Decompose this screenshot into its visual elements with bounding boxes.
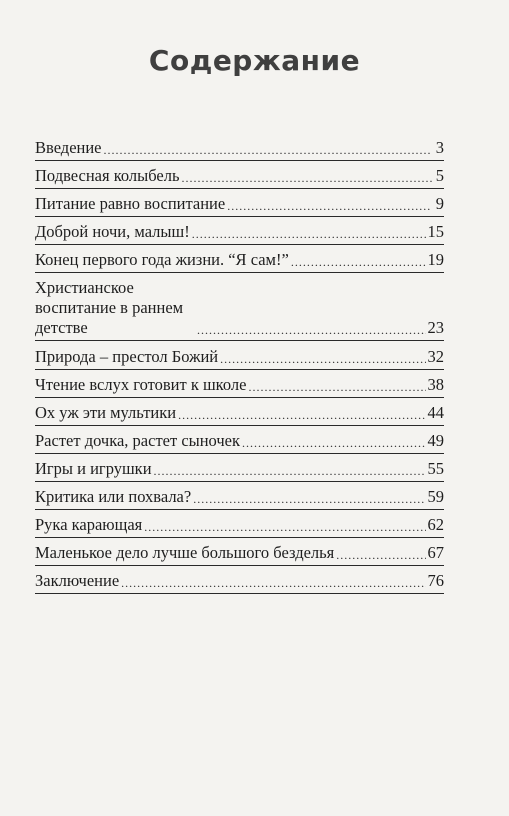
toc-entry[interactable]	[35, 278, 444, 341]
toc-entry-page: 59	[427, 487, 444, 506]
toc-entry-title: Игры и игрушки	[35, 459, 152, 478]
toc-entry[interactable]	[35, 459, 444, 482]
table-of-contents	[35, 138, 444, 599]
toc-entry-title: Конец первого года жизни. “Я сам!”	[35, 250, 289, 269]
toc-entry[interactable]	[35, 515, 444, 538]
toc-entry-title: Природа – престол Божий	[35, 347, 219, 366]
toc-entry-title: Заключение	[35, 571, 120, 590]
toc-entry-page: 49	[427, 431, 444, 450]
toc-entry-page: 44	[427, 403, 444, 422]
dot-leader	[220, 351, 425, 367]
toc-entry-title: Маленькое дело лучше большого безделья	[35, 543, 335, 562]
toc-entry[interactable]	[35, 431, 444, 454]
toc-entry-title: Христианское воспитание в раннем детстве	[35, 278, 184, 337]
dot-leader	[242, 435, 425, 451]
toc-entry-title: Ох уж эти мультики	[35, 403, 177, 422]
toc-entry-page: 62	[427, 515, 444, 534]
toc-entry[interactable]	[35, 543, 444, 566]
toc-entry-title: Введение	[35, 138, 102, 157]
dot-leader	[154, 463, 426, 479]
toc-entry[interactable]	[35, 166, 444, 189]
toc-entry[interactable]	[35, 138, 444, 161]
toc-entry-title: Рука карающая	[35, 515, 143, 534]
toc-entry-title: Питание равно воспитание	[35, 194, 226, 213]
toc-entry[interactable]	[35, 375, 444, 398]
toc-entry-page: 15	[427, 222, 444, 241]
dot-leader	[144, 519, 425, 535]
dot-leader	[178, 407, 425, 423]
toc-entry[interactable]	[35, 194, 444, 217]
toc-entry-page: 19	[427, 250, 444, 269]
toc-entry-title: Чтение вслух готовит к школе	[35, 375, 247, 394]
toc-entry-title: Подвесная колыбель	[35, 166, 180, 185]
toc-entry[interactable]	[35, 571, 444, 594]
dot-leader	[104, 142, 432, 158]
dot-leader	[121, 575, 425, 591]
dot-leader	[192, 226, 426, 242]
toc-entry-page: 55	[427, 459, 444, 478]
toc-entry[interactable]	[35, 222, 444, 245]
dot-leader	[336, 547, 425, 563]
toc-entry-page: 23	[427, 318, 444, 337]
dot-leader	[291, 254, 426, 270]
dot-leader	[227, 198, 432, 214]
toc-entry[interactable]	[35, 487, 444, 510]
toc-entry[interactable]	[35, 347, 444, 370]
toc-entry-page: 67	[427, 543, 444, 562]
toc-entry-page: 32	[427, 347, 444, 366]
toc-entry-page: 3	[435, 138, 444, 157]
dot-leader	[193, 491, 425, 507]
toc-entry-page: 76	[427, 571, 444, 590]
toc-entry-page: 9	[435, 194, 444, 213]
toc-entry-title: Доброй ночи, малыш!	[35, 222, 190, 241]
toc-entry[interactable]	[35, 403, 444, 426]
toc-entry-page: 38	[427, 375, 444, 394]
toc-entry[interactable]	[35, 250, 444, 273]
dot-leader	[182, 170, 433, 186]
toc-entry-title: Растет дочка, растет сыночек	[35, 431, 241, 450]
toc-entry-page: 5	[435, 166, 444, 185]
dot-leader	[248, 379, 425, 395]
dot-leader	[197, 322, 426, 338]
page-title: Содержание	[148, 44, 361, 77]
toc-entry-title: Критика или похвала?	[35, 487, 192, 506]
